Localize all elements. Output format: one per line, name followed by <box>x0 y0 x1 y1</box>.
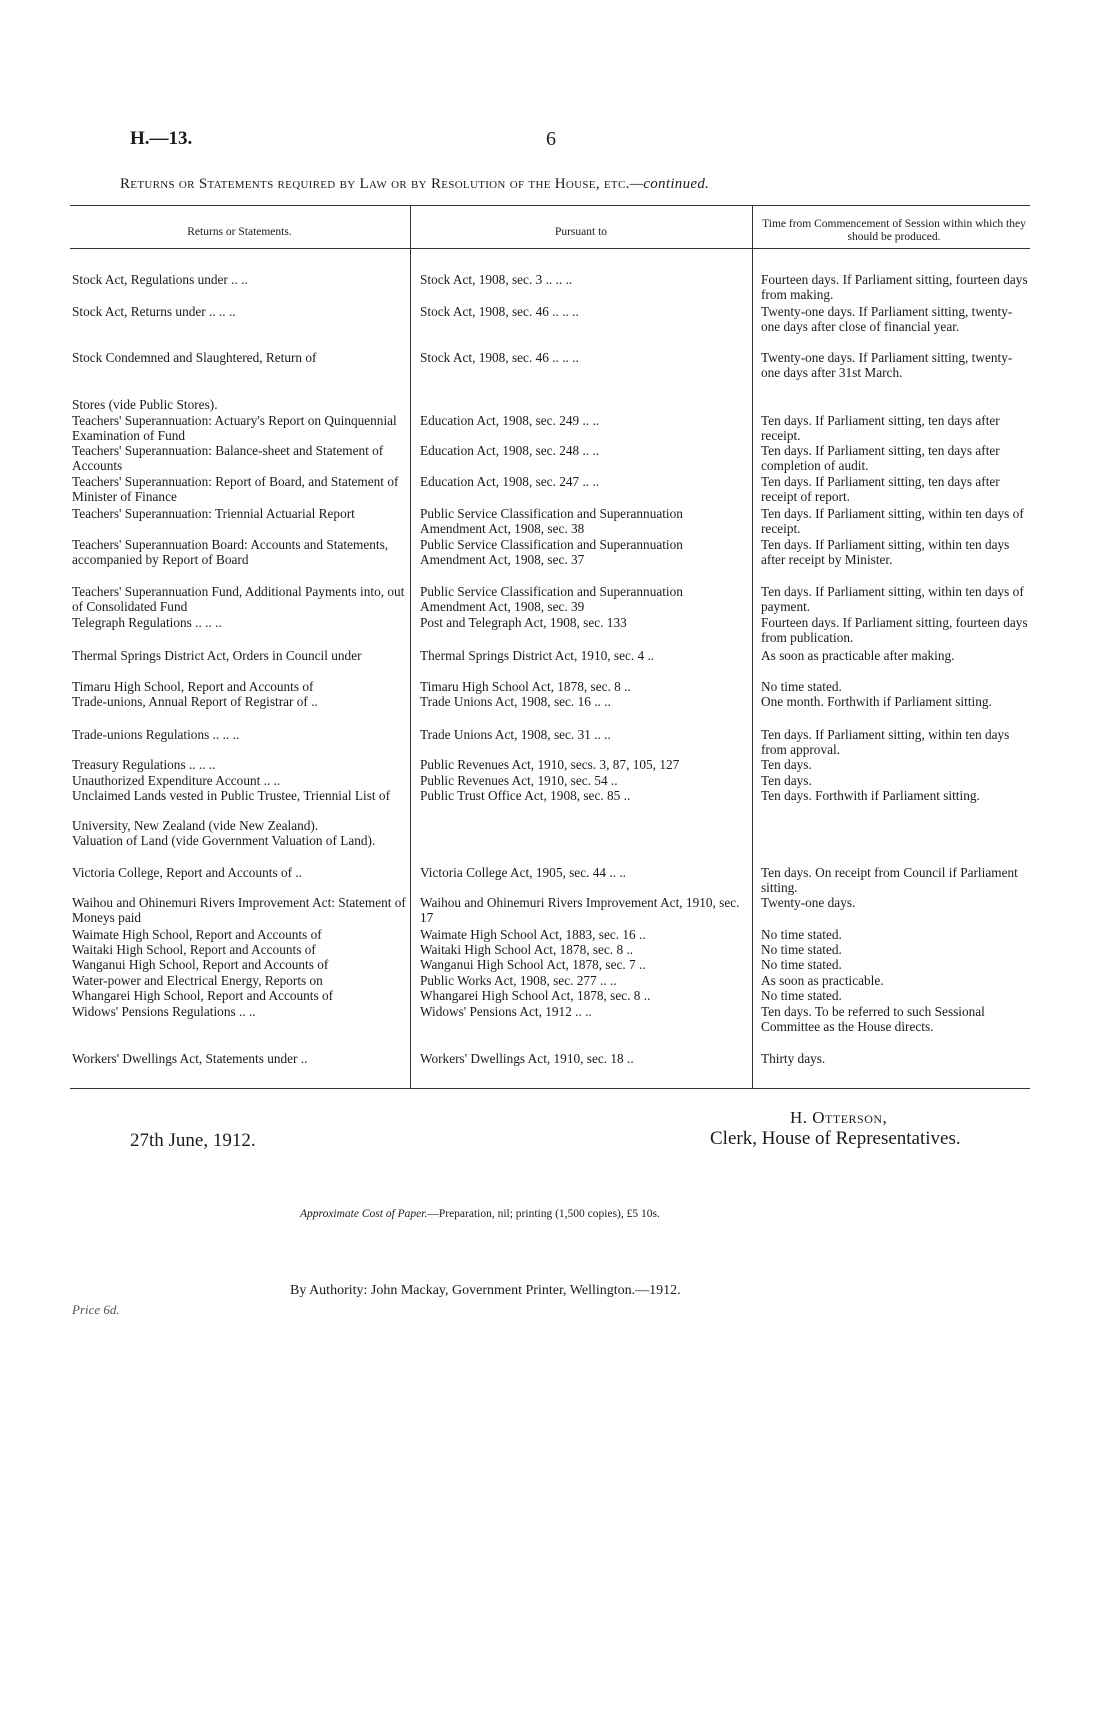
row-pursuant-to: Public Service Classification and Superannuation Amendment Act, 1908, sec. 38 <box>420 506 683 537</box>
title-main: Returns or Statements required by Law or by Resolution of the House, etc. <box>120 176 630 192</box>
row-pursuant-to: Public Service Classification and Superannuation Amendment Act, 1908, sec. 37 <box>420 537 683 568</box>
row-return-name: Stock Act, Returns under .. .. .. <box>72 304 236 319</box>
column-header-returns: Returns or Statements. <box>187 226 292 238</box>
row-pursuant-to: Victoria College Act, 1905, sec. 44 .. .. <box>420 865 626 880</box>
cost-label: Approximate Cost of Paper. <box>300 1208 428 1220</box>
table-bottom-rule <box>70 1088 1030 1089</box>
table-top-rule <box>70 205 1030 206</box>
row-time-limit: As soon as practicable after making. <box>761 648 955 663</box>
row-return-name: Widows' Pensions Regulations .. .. <box>72 1004 256 1019</box>
row-pursuant-to: Waitaki High School Act, 1878, sec. 8 .. <box>420 942 634 957</box>
row-return-name: Unclaimed Lands vested in Public Trustee, Triennial List of <box>72 788 390 803</box>
row-time-limit: Twenty-one days. <box>761 895 856 910</box>
row-pursuant-to: Timaru High School Act, 1878, sec. 8 .. <box>420 679 631 694</box>
row-pursuant-to: Public Revenues Act, 1910, sec. 54 .. <box>420 773 618 788</box>
row-time-limit: No time stated. <box>761 679 842 694</box>
row-return-name: Trade-unions Regulations .. .. .. <box>72 727 240 742</box>
row-time-limit: Fourteen days. If Parliament sitting, fourteen days from making. <box>761 272 1028 303</box>
row-pursuant-to: Public Trust Office Act, 1908, sec. 85 .. <box>420 788 631 803</box>
signature-name: H. Otterson, <box>790 1108 888 1127</box>
row-return-name: Victoria College, Report and Accounts of .. <box>72 865 302 880</box>
row-pursuant-to: Thermal Springs District Act, 1910, sec. 4 .. <box>420 648 655 663</box>
row-pursuant-to: Education Act, 1908, sec. 249 .. .. <box>420 413 600 428</box>
row-return-name: Waitaki High School, Report and Accounts of <box>72 942 316 957</box>
row-return-name: Water-power and Electrical Energy, Reports on <box>72 973 323 988</box>
row-pursuant-to: Whangarei High School Act, 1878, sec. 8 .. <box>420 988 651 1003</box>
row-time-limit: No time stated. <box>761 927 842 942</box>
row-time-limit: As soon as practicable. <box>761 973 884 988</box>
row-pursuant-to: Public Works Act, 1908, sec. 277 .. .. <box>420 973 617 988</box>
row-return-name: Teachers' Superannuation: Actuary's Report on Quinquennial Examination of Fund <box>72 413 397 444</box>
row-return-name: Teachers' Superannuation: Report of Board, and Statement of Minister of Finance <box>72 474 399 505</box>
row-time-limit: One month. Forthwith if Parliament sitting. <box>761 694 992 709</box>
cost-of-paper <box>300 1208 660 1220</box>
row-pursuant-to: Waihou and Ohinemuri Rivers Improvement Act, 1910, sec. 17 <box>420 895 740 926</box>
row-time-limit: Ten days. If Parliament sitting, ten days after receipt of report. <box>761 474 1000 505</box>
row-time-limit: No time stated. <box>761 942 842 957</box>
signature-date: 27th June, 1912. <box>130 1130 256 1151</box>
row-time-limit: Ten days. <box>761 773 812 788</box>
row-return-name: Thermal Springs District Act, Orders in Council under <box>72 648 362 663</box>
row-return-name: Trade-unions, Annual Report of Registrar of .. <box>72 694 318 709</box>
row-time-limit: Ten days. If Parliament sitting, within ten days of receipt. <box>761 506 1024 537</box>
row-pursuant-to: Widows' Pensions Act, 1912 .. .. <box>420 1004 592 1019</box>
printer-authority: By Authority: John Mackay, Government Printer, Wellington.—1912. <box>290 1283 681 1298</box>
document-code: H.—13. <box>130 128 193 149</box>
row-pursuant-to: Post and Telegraph Act, 1908, sec. 133 <box>420 615 627 630</box>
row-return-name: Stock Act, Regulations under .. .. <box>72 272 248 287</box>
row-return-name: Unauthorized Expenditure Account .. .. <box>72 773 281 788</box>
column-divider-1 <box>410 205 411 1088</box>
price-label: Price 6d. <box>72 1302 120 1317</box>
row-return-name: Teachers' Superannuation Board: Accounts and Statements, accompanied by Report of Board <box>72 537 389 568</box>
row-pursuant-to: Stock Act, 1908, sec. 46 .. .. .. <box>420 304 579 319</box>
column-header-time: Time from Commencement of Session within which they should be produced. <box>762 218 1026 243</box>
row-pursuant-to: Wanganui High School Act, 1878, sec. 7 .. <box>420 957 646 972</box>
row-pursuant-to: Education Act, 1908, sec. 247 .. .. <box>420 474 600 489</box>
row-time-limit: No time stated. <box>761 957 842 972</box>
row-return-name: Wanganui High School, Report and Accounts of <box>72 957 329 972</box>
row-pursuant-to: Public Revenues Act, 1910, secs. 3, 87, 105, 127 <box>420 757 680 772</box>
row-return-name: Waimate High School, Report and Accounts of <box>72 927 322 942</box>
page-number: 6 <box>546 128 556 150</box>
signature-title: Clerk, House of Representatives. <box>710 1128 961 1149</box>
row-time-limit: No time stated. <box>761 988 842 1003</box>
table-header-rule <box>70 248 1030 249</box>
row-time-limit: Twenty-one days. If Parliament sitting, twenty-one days after 31st March. <box>761 350 1013 381</box>
row-pursuant-to: Stock Act, 1908, sec. 3 .. .. .. <box>420 272 573 287</box>
row-return-name: Telegraph Regulations .. .. .. <box>72 615 222 630</box>
row-time-limit: Ten days. If Parliament sitting, within ten days of payment. <box>761 584 1024 615</box>
row-pursuant-to: Education Act, 1908, sec. 248 .. .. <box>420 443 600 458</box>
row-time-limit: Ten days. If Parliament sitting, ten days after receipt. <box>761 413 1000 444</box>
row-return-name: Stock Condemned and Slaughtered, Return of <box>72 350 317 365</box>
row-pursuant-to: Waimate High School Act, 1883, sec. 16 .. <box>420 927 646 942</box>
row-pursuant-to: Workers' Dwellings Act, 1910, sec. 18 .. <box>420 1051 634 1066</box>
row-return-name: Teachers' Superannuation: Balance-sheet and Statement of Accounts <box>72 443 384 474</box>
row-return-name: Teachers' Superannuation Fund, Additional Payments into, out of Consolidated Fund <box>72 584 405 615</box>
row-time-limit: Ten days. On receipt from Council if Parliament sitting. <box>761 865 1018 896</box>
row-time-limit: Ten days. If Parliament sitting, ten days after completion of audit. <box>761 443 1000 474</box>
column-header-pursuant: Pursuant to <box>554 226 608 238</box>
row-time-limit: Fourteen days. If Parliament sitting, fourteen days from publication. <box>761 615 1028 646</box>
row-time-limit: Twenty-one days. If Parliament sitting, twenty-one days after close of financial year. <box>761 304 1013 335</box>
row-time-limit: Ten days. To be referred to such Sessional Committee as the House directs. <box>761 1004 985 1035</box>
row-time-limit: Ten days. If Parliament sitting, within ten days after receipt by Minister. <box>761 537 1010 568</box>
row-return-name: Treasury Regulations .. .. .. <box>72 757 216 772</box>
row-pursuant-to: Trade Unions Act, 1908, sec. 31 .. .. <box>420 727 611 742</box>
row-return-name: Whangarei High School, Report and Accounts of <box>72 988 334 1003</box>
row-return-name: Workers' Dwellings Act, Statements under .. <box>72 1051 308 1066</box>
row-return-name: University, New Zealand (vide New Zealand). <box>72 818 319 833</box>
row-time-limit: Ten days. Forthwith if Parliament sitting. <box>761 788 980 803</box>
row-return-name: Stores (vide Public Stores). <box>72 397 218 412</box>
row-time-limit: Thirty days. <box>761 1051 826 1066</box>
row-return-name: Teachers' Superannuation: Triennial Actuarial Report <box>72 506 355 521</box>
column-divider-2 <box>752 205 753 1088</box>
page-title <box>120 176 1020 193</box>
row-pursuant-to: Public Service Classification and Superannuation Amendment Act, 1908, sec. 39 <box>420 584 683 615</box>
row-pursuant-to: Trade Unions Act, 1908, sec. 16 .. .. <box>420 694 611 709</box>
cost-text: —Preparation, nil; printing (1,500 copies), £5 10s. <box>427 1208 660 1220</box>
row-return-name: Timaru High School, Report and Accounts of <box>72 679 314 694</box>
row-return-name: Valuation of Land (vide Government Valuation of Land). <box>72 833 376 848</box>
row-time-limit: Ten days. If Parliament sitting, within ten days from approval. <box>761 727 1010 758</box>
row-pursuant-to: Stock Act, 1908, sec. 46 .. .. .. <box>420 350 579 365</box>
row-time-limit: Ten days. <box>761 757 812 772</box>
row-return-name: Waihou and Ohinemuri Rivers Improvement Act: Statement of Moneys paid <box>72 895 406 926</box>
title-continued: —continued. <box>629 176 710 192</box>
